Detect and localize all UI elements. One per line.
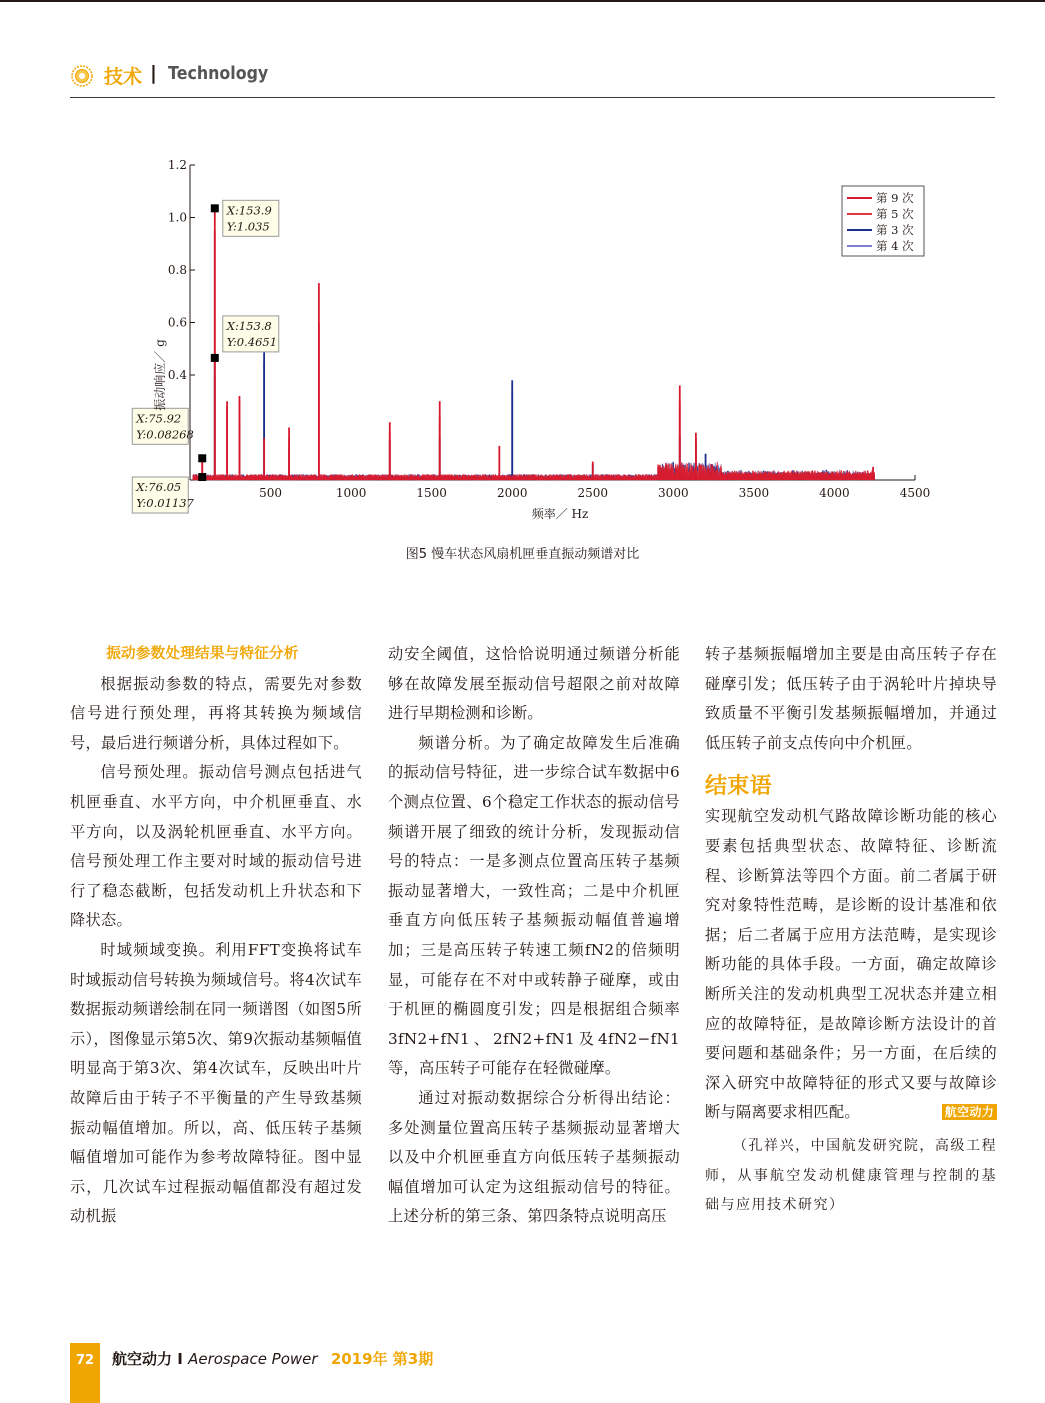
series-4 bbox=[193, 362, 874, 480]
series-3 bbox=[193, 349, 874, 480]
y-tick-label: 0.6 bbox=[167, 315, 187, 330]
sun-icon bbox=[70, 64, 94, 88]
x-tick-label: 1500 bbox=[416, 486, 447, 500]
journal-name-en: Aerospace Power bbox=[188, 1350, 318, 1368]
legend-label: 第 9 次 bbox=[876, 191, 914, 205]
page-number: 72 bbox=[75, 1353, 95, 1368]
data-tip-y: Y:0.4651 bbox=[226, 334, 278, 349]
journal-separator: I bbox=[177, 1350, 183, 1368]
top-rule bbox=[0, 0, 1045, 2]
x-tick-label: 2000 bbox=[496, 486, 528, 500]
journal-name-zh: 航空动力 bbox=[112, 1350, 173, 1368]
figure-caption: 图5 慢车状态风扇机匣垂直振动频谱对比 bbox=[405, 547, 640, 562]
y-tick-label: 0.8 bbox=[167, 263, 187, 277]
x-tick-label: 1000 bbox=[335, 486, 367, 500]
data-tip-y: Y:1.035 bbox=[226, 219, 270, 234]
journal-name bbox=[112, 1348, 433, 1369]
page-footer bbox=[70, 1343, 670, 1403]
column-1 bbox=[70, 640, 362, 1232]
noise-floor bbox=[193, 462, 874, 480]
section-separator: | bbox=[150, 62, 157, 84]
x-tick-label: 2500 bbox=[577, 486, 609, 500]
series-1 bbox=[193, 208, 874, 480]
y-tick-label: 1.0 bbox=[167, 210, 187, 225]
paragraph bbox=[705, 802, 997, 1128]
y-tick-label: 1.2 bbox=[167, 158, 187, 172]
x-tick-label: 500 bbox=[259, 486, 283, 500]
data-tip-x: X:153.9 bbox=[226, 203, 272, 218]
x-tick-label: 3500 bbox=[738, 486, 770, 500]
paragraph: 动安全阈值，这恰恰说明通过频谱分析能够在故障发展至振动信号超限之前对故障进行早期检测和诊断。 bbox=[388, 645, 680, 723]
author-note: （孔祥兴，中国航发研究院，高级工程师，从事航空发动机健康管理与控制的基础与应用技术研究） bbox=[705, 1137, 997, 1214]
data-tip-marker bbox=[198, 454, 206, 462]
series-layer bbox=[193, 208, 874, 480]
column-3 bbox=[705, 640, 997, 1221]
section-title-en: Technology bbox=[168, 63, 269, 84]
spectrum-chart bbox=[120, 150, 940, 530]
paragraph: 通过对振动数据综合分析得出结论：多处测量位置高压转子基频振动显著增大以及中介机匣垂直方向低压转子基频振动幅值增加可认定为这组振动信号的特征。上述分析的第三条、第四条特点说明高压 bbox=[388, 1088, 680, 1226]
series-2 bbox=[193, 231, 874, 480]
paragraph: 时域频域变换。利用FFT变换将试车时域振动信号转换为频域信号。将4次试车数据振动频谱绘制在同一频谱图（如图5所示），图像显示第5次、第9次振动基频幅值明显高于第3次、第4次试车，反映出叶片故障后由于转子不平衡量的产生导致基频振动幅值增加。所以，高、低压转子基频幅值增加可能作为参考故障特征。图中显示，几次试车过程振动幅值都没有超过发动机振 bbox=[70, 940, 362, 1226]
data-tip-x: X:75.92 bbox=[136, 411, 182, 426]
paragraph: 根据振动参数的特点，需要先对参数信号进行预处理，再将其转换为频域信号，最后进行频谱分析，具体过程如下。 bbox=[70, 674, 362, 752]
legend-label: 第 3 次 bbox=[876, 223, 914, 237]
axes-layer bbox=[168, 158, 930, 500]
data-tip-marker bbox=[211, 354, 219, 362]
legend bbox=[842, 186, 924, 256]
section-title-zh: 技术 bbox=[104, 66, 143, 88]
subsection-heading: 振动参数处理结果与特征分析 bbox=[106, 646, 299, 662]
data-tip-marker bbox=[211, 204, 219, 212]
section-heading: 结束语 bbox=[705, 774, 772, 800]
column-2 bbox=[388, 640, 680, 1232]
x-tick-label: 4000 bbox=[819, 486, 850, 500]
x-tick-label: 3000 bbox=[658, 486, 689, 500]
y-axis-label: 振动响应／ g bbox=[153, 339, 167, 411]
paragraph: 频谱分析。为了确定故障发生后准确的振动信号特征，进一步综合试车数据中6个测点位置、6个稳定工作状态的振动信号频谱开展了细致的统计分析，发现振动信号的特点：一是多测点位置高压转子基频振动显著增大，一致性高；二是中介机匣垂直方向低压转子基频振动幅值普遍增加；三是高压转子转速工频fN2的倍频明显，可能存在不对中或转静子碰摩，或由于机匣的椭圆度引发；四是根据组合频率3fN2+fN1、2fN2+fN1及4fN2−fN1等，高压转子可能存在轻微碰摩。 bbox=[388, 733, 680, 1078]
data-tip-x: X:153.8 bbox=[226, 318, 272, 333]
x-tick-label: 4500 bbox=[899, 486, 931, 500]
conclusion-text: 实现航空发动机气路故障诊断功能的核心要素包括典型状态、故障特征、诊断流程、诊断算法等四个方面。前二者属于研究对象特性范畴，是诊断的设计基准和依据；后二者属于应用方法范畴，是实现诊断功能的具体手段。一方面，确定故障诊断所关注的发动机典型工况状态并建立相应的故障特征，是故障诊断方法设计的首要问题和基础条件；另一方面，在后续的深入研究中故障特征的形式又要与故障诊断与隔离要求相匹配。 bbox=[705, 807, 997, 1122]
legend-label: 第 5 次 bbox=[876, 207, 914, 221]
paragraph: 信号预处理。振动信号测点包括进气机匣垂直、水平方向，中介机匣垂直、水平方向，以及涡轮机匣垂直、水平方向。信号预处理工作主要对时域的振动信号进行了稳态截断，包括发动机上升状态和下降状态。 bbox=[70, 763, 362, 930]
section-header bbox=[70, 60, 995, 98]
page-tab bbox=[70, 1343, 100, 1403]
journal-issue: 2019年 第3期 bbox=[330, 1350, 434, 1368]
y-tick-label: 0.4 bbox=[167, 368, 187, 382]
legend-label: 第 4 次 bbox=[876, 239, 914, 253]
data-tip-marker bbox=[198, 473, 206, 481]
journal-logo-badge: 航空动力 bbox=[942, 1104, 997, 1120]
paragraph: 转子基频振幅增加主要是由高压转子存在碰摩引发；低压转子由于涡轮叶片掉块导致质量不平衡引发基频振幅增加，并通过低压转子前支点传向中介机匣。 bbox=[705, 645, 997, 752]
data-tip-y: Y:0.01137 bbox=[136, 496, 194, 511]
x-axis-label: 频率／ Hz bbox=[531, 507, 589, 521]
data-tip-x: X:76.05 bbox=[136, 480, 182, 495]
data-tip-y: Y:0.08268 bbox=[136, 427, 194, 442]
